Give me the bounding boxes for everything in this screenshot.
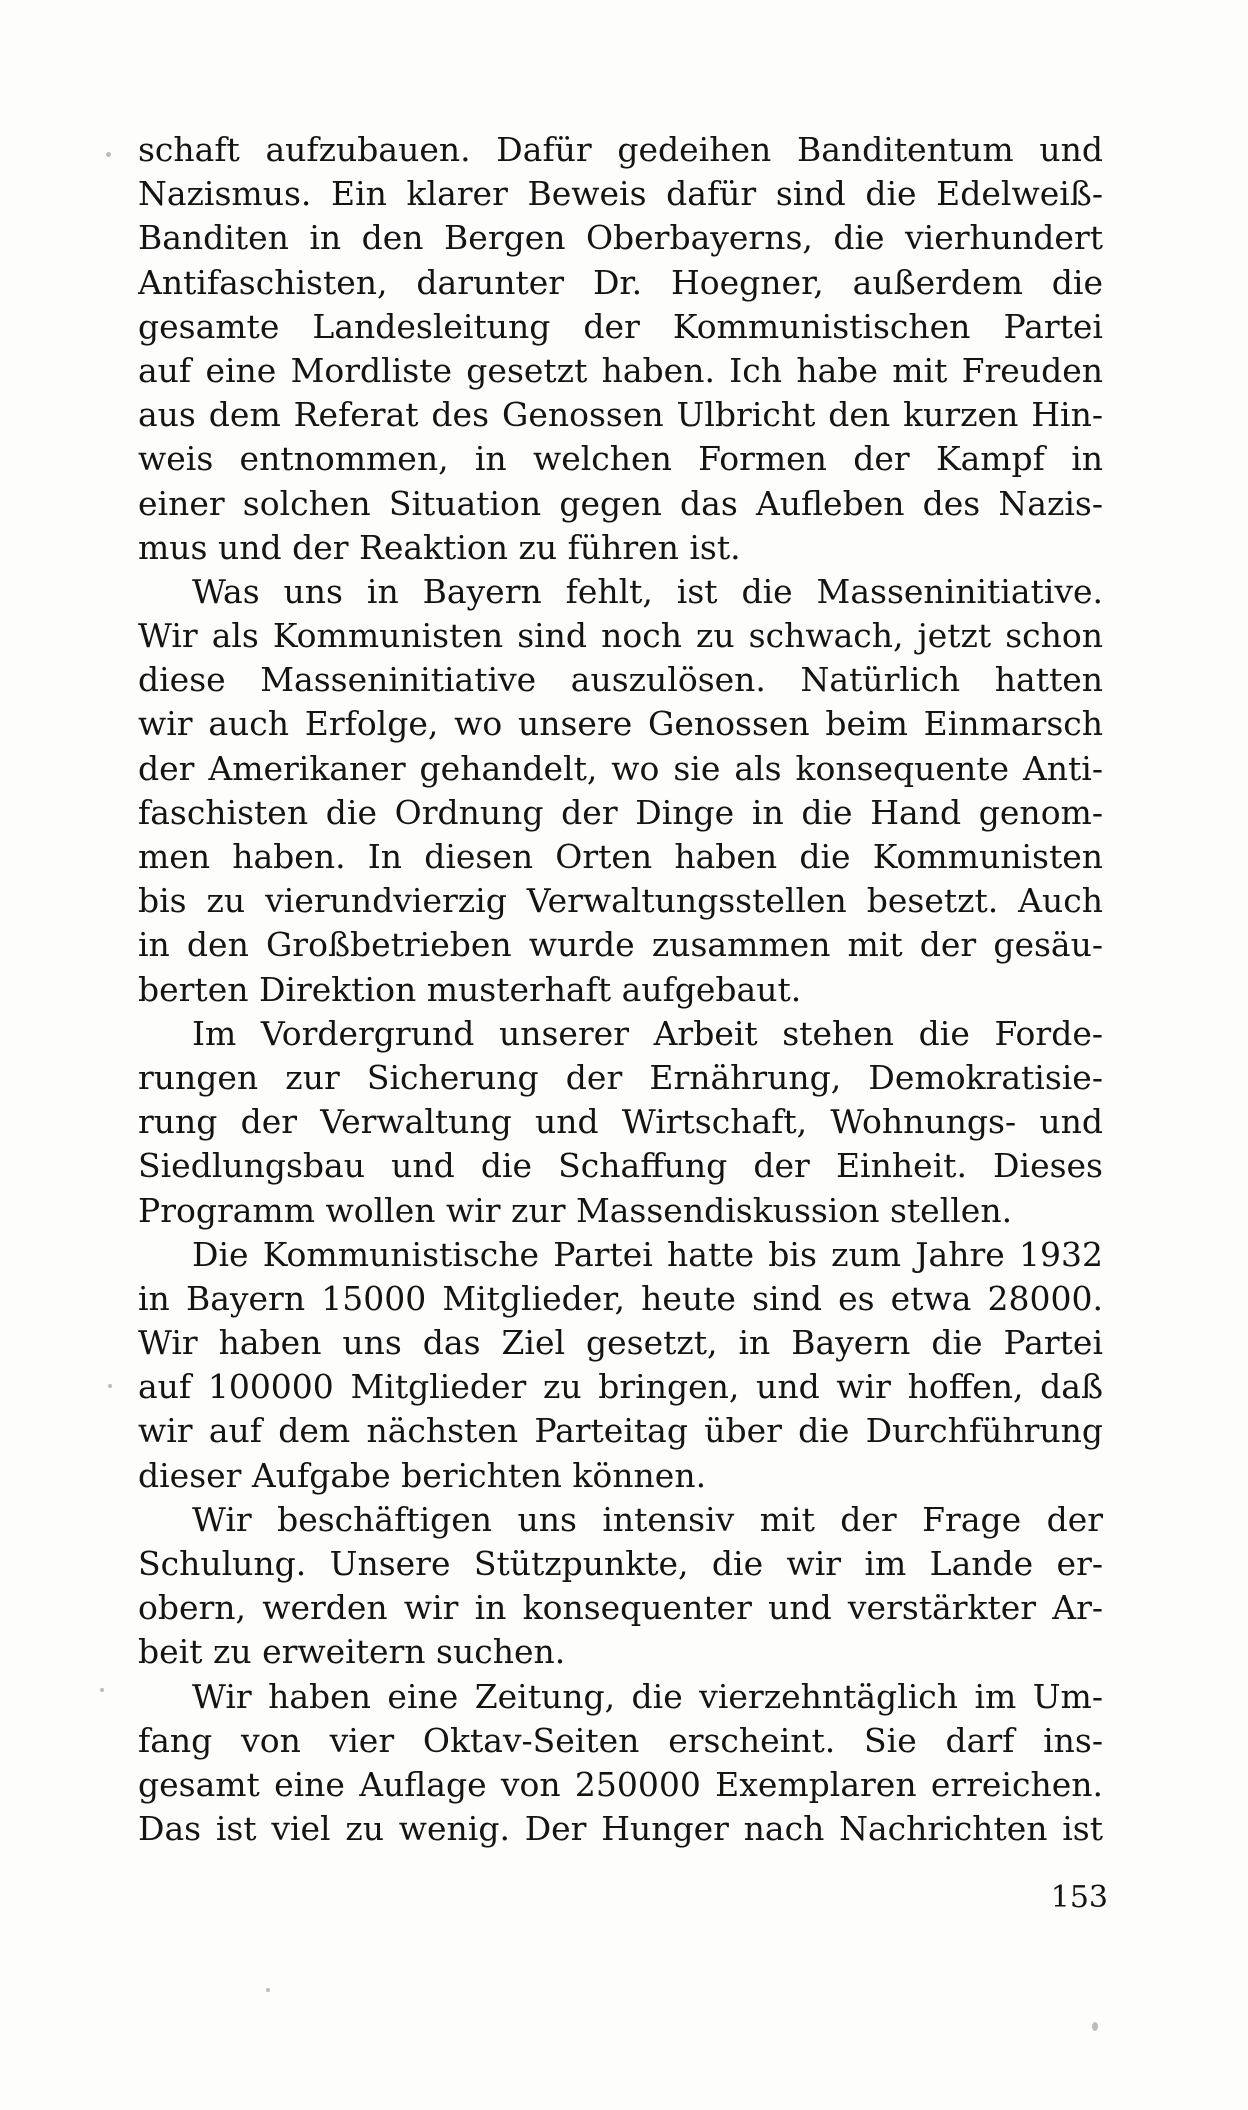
paragraph [138,1498,1103,1675]
text-line: in den Großbetrieben wurde zusammen mit der gesäu- [138,925,1103,965]
text-line: weis entnommen, in welchen Formen der Kampf in [138,439,1103,479]
paragraph [138,1012,1103,1233]
text-line: bis zu vierundvierzig Verwaltungsstellen besetzt. Auch [138,881,1103,921]
text-line: mus und der Reaktion zu führen ist. [138,527,741,567]
scan-speck [108,1384,112,1388]
text-line: schaft aufzubauen. Dafür gedeihen Banditentum und [138,130,1103,169]
text-line: berten Direktion musterhaft aufgebaut. [138,969,802,1009]
text-line: in Bayern 15000 Mitglieder, heute sind es etwa 28000. [138,1278,1103,1318]
text-line: dieser Aufgabe berichten können. [138,1455,707,1495]
text-line: rungen zur Sicherung der Ernährung, Demokratisie- [138,1057,1103,1097]
text-line: auf 100000 Mitglieder zu bringen, und wir hoffen, daß [138,1367,1103,1407]
paragraph [138,128,1103,570]
text-line: wir auf dem nächsten Parteitag über die Durchführung [138,1411,1103,1451]
paragraph [138,1233,1103,1498]
text-line: Wir haben uns das Ziel gesetzt, in Bayern die Partei [138,1323,1103,1363]
text-line: Siedlungsbau und die Schaffung der Einheit. Dieses [138,1146,1103,1186]
text-line: gesamt eine Auflage von 250000 Exemplaren erreichen. [138,1764,1103,1804]
scan-speck [1092,2022,1098,2031]
page-number: 153 [1050,1880,1108,1915]
text-line: Die Kommunistische Partei hatte bis zum Jahre 1932 [192,1234,1103,1274]
text-line: Programm wollen wir zur Massendiskussion stellen. [138,1190,1013,1230]
text-line: rung der Verwaltung und Wirtschaft, Wohnungs- und [138,1102,1103,1142]
scan-speck [266,1988,270,1992]
text-line: obern, werden wir in konsequenter und verstärkter Ar- [138,1588,1103,1628]
body-text [138,128,1103,1851]
text-line: Schulung. Unsere Stützpunkte, die wir im Lande er- [138,1544,1103,1583]
text-line: Das ist viel zu wenig. Der Hunger nach Nachrichten ist [138,1809,1103,1849]
text-line: aus dem Referat des Genossen Ulbricht den kurzen Hin- [138,395,1103,435]
text-line: einer solchen Situation gegen das Aufleben des Nazis- [138,483,1103,523]
text-line: Nazismus. Ein klarer Beweis dafür sind die Edelweiß- [138,174,1103,214]
text-line: men haben. In diesen Orten haben die Kommunisten [138,837,1103,876]
text-line: Was uns in Bayern fehlt, ist die Masseninitiative. [192,571,1103,611]
scan-speck [106,152,111,157]
text-line: der Amerikaner gehandelt, wo sie als konsequente Anti- [138,748,1103,788]
paragraph [138,570,1103,1012]
paragraph [138,1675,1103,1852]
text-line: Wir beschäftigen uns intensiv mit der Frage der [192,1499,1103,1539]
text-line: Wir haben eine Zeitung, die vierzehntäglich im Um- [192,1676,1103,1716]
text-line: Wir als Kommunisten sind noch zu schwach, jetzt schon [138,616,1103,656]
text-line: faschisten die Ordnung der Dinge in die Hand genom- [138,792,1103,832]
text-line: fang von vier Oktav-Seiten erscheint. Sie darf ins- [138,1720,1103,1760]
text-line: gesamte Landesleitung der Kommunistischen Partei [138,306,1103,346]
text-line: diese Masseninitiative auszulösen. Natürlich hatten [138,660,1103,700]
scan-speck [100,1688,104,1692]
text-line: beit zu erweitern suchen. [138,1632,566,1672]
text-line: wir auch Erfolge, wo unsere Genossen beim Einmarsch [138,704,1103,744]
text-line: Im Vordergrund unserer Arbeit stehen die Forde- [192,1013,1103,1053]
text-line: Banditen in den Bergen Oberbayerns, die vierhundert [138,218,1103,258]
text-line: auf eine Mordliste gesetzt haben. Ich habe mit Freuden [138,350,1103,390]
text-line: Antifaschisten, darunter Dr. Hoegner, außerdem die [138,262,1103,302]
